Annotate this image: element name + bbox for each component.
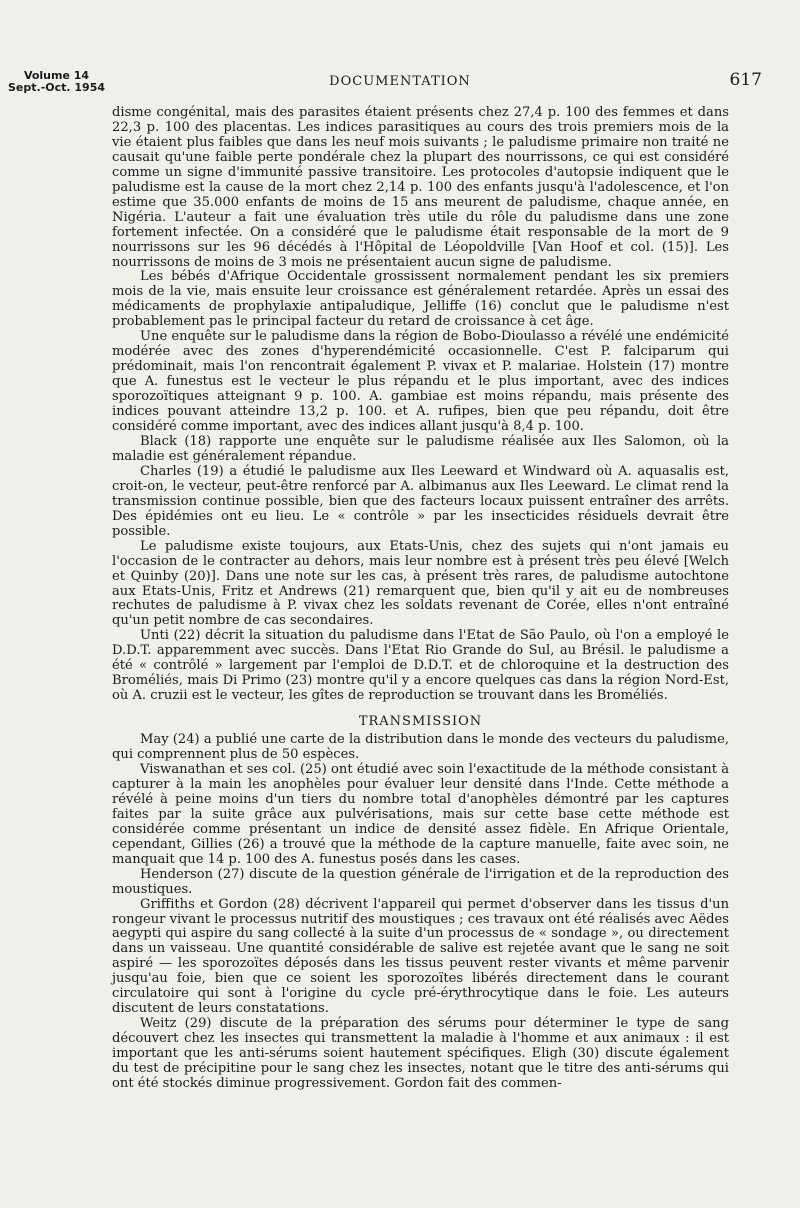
paragraph: Les bébés d'Afrique Occidentale grossissent normalement pendant les six premiers mois de la vie, mais ensuite leur croissance est généralement retardée. Après un essai des médicaments de prophylaxie antipaludique, Jelliffe (16) conclut que le paludisme n'est probablement pas le principal facteur du retard de croissance à cet âge. (112, 269, 729, 330)
paragraph: Henderson (27) discute de la question générale de l'irrigation et de la reproduction des moustiques. (112, 866, 729, 897)
article-body (112, 106, 729, 1092)
paragraph: Charles (19) a étudié le paludisme aux Iles Leeward et Windward où A. aquasalis est, croit-on, le vecteur, peut-être renforcé par A. albimanus aux Iles Leeward. Le climat rend la transmission continue possible, bien que des facteurs locaux puissent entraîner des arrêts. Des épidémies ont eu lieu. Le « contrôle » par les insecticides résiduels devrait être possible. (112, 463, 729, 539)
paragraph: May (24) a publié une carte de la distribution dans le monde des vecteurs du paludisme, qui comprennent plus de 50 espèces. (112, 732, 729, 763)
page-header (0, 70, 800, 96)
paragraph: Le paludisme existe toujours, aux Etats-Unis, chez des sujets qui n'ont jamais eu l'occasion de le contracter au dehors, mais leur nombre est à présent très peu élevé [Welch et Quinby (20)]. Dans une note sur les cas, à présent très rares, de paludisme autochtone aux Etats-Unis, Fritz et Andrews (21) remarquent que, bien qu'il y ait eu de nombreuses rechutes de paludisme à P. vivax chez les soldats revenant de Corée, elles n'ont entraîné qu'un petit nombre de cas secondaires. (112, 538, 729, 629)
paragraph: Viswanathan et ses col. (25) ont étudié avec soin l'exactitude de la méthode consistant à capturer à la main les anophèles pour évaluer leur densité dans l'Inde. Cette méthode a révélé à peine moins d'un tiers du nombre total d'anophèles démontré par les captures faites par la suite grâce aux pulvérisations, mais sur cette base cette méthode est considérée comme présentant un indice de densité assez fidèle. En Afrique Orientale, cependant, Gillies (26) a trouvé que la méthode de la capture manuelle, faite avec soin, ne manquait que 14 p. 100 des A. funestus posés dans les cases. (112, 761, 729, 867)
section-heading: TRANSMISSION (358, 714, 483, 730)
paragraph: Weitz (29) discute de la préparation des sérums pour déterminer le type de sang découvert chez les insectes qui transmettent la maladie à l'homme et aux animaux : il est important que les anti-sérums soient hautement spécifiques. Eligh (30) discute également du test de précipitine pour le sang chez les insectes, notant que le titre des anti-sérums qui ont été stockés diminue progressivement. Gordon fait des commen- (112, 1016, 729, 1091)
paragraph: Black (18) rapporte une enquête sur le paludisme réalisée aux Iles Salomon, où la maladie est généralement répandue. (112, 433, 729, 464)
volume-number: Volume 14 (23, 69, 90, 82)
running-title: DOCUMENTATION (329, 74, 471, 89)
paragraph: Une enquête sur le paludisme dans la région de Bobo-Dioulasso a révélé une endémicité modérée avec des zones d'hyperendémicité occasionnelle. C'est P. falciparum qui prédominait, mais l'on rencontrait également P. vivax et P. malariae. Holstein (17) montre que A. funestus est le vecteur le plus répandu et le plus important, avec des indices sporozoïtiques atteignant 9 p. 100. A. gambiae est moins répandu, mais présente des indices pouvant atteindre 13,2 p. 100. et A. rufipes, bien que peu répandu, doit être considéré comme important, avec des indices allant jusqu'à 8,4 p. 100. (112, 329, 729, 435)
issue-date: Sept.-Oct. 1954 (8, 80, 106, 94)
paragraph: Griffiths et Gordon (28) décrivent l'appareil qui permet d'observer dans les tissus d'un rongeur vivant le processus nutritif des moustiques ; ces travaux ont été réalisés avec Aëdes aegypti qui aspire du sang collecté à la suite d'un processus de « sondage », ou directement dans un vaisseau. Une quantité considérable de salive est rejetée avant que le sang ne soit aspiré — les sporozoïtes déposés dans les tissus peuvent rester vivants et même parvenir jusqu'au foie, bien que ce soient les sporozoïtes libérés directement dans le courant circulatoire qui sont à l'origine du cycle pré-érythrocytique dans le foie. Les auteurs discutent de leurs constatations. (112, 896, 729, 1017)
page-number: 617 (729, 70, 762, 90)
paragraph: Unti (22) décrit la situation du paludisme dans l'Etat de São Paulo, où l'on a employé le D.D.T. apparemment avec succès. Dans l'Etat Rio Grande do Sul, au Brésil. le paludisme a été « contrôlé » largement par l'emploi de D.D.T. et de chloroquine et la destruction des Broméliés, mais Di Primo (23) montre qu'il y a encore quelques cas dans la région Nord-Est, où A. cruzii est le vecteur, les gîtes de reproduction se trouvant dans les Broméliés. (112, 628, 729, 704)
paragraph: disme congénital, mais des parasites étaient présents chez 27,4 p. 100 des femmes et dans 22,3 p. 100 des placentas. Les indices parasitiques au cours des trois premiers mois de la vie étaient plus faibles que dans les neuf mois suivants ; le paludisme primaire non traité ne causait qu'une faible perte pondérale chez la plupart des nourrissons, ce qui est considéré comme un signe d'immunité passive transitoire. Les protocoles d'autopsie indiquent que le paludisme est la cause de la mort chez 2,14 p. 100 des enfants jusqu'à l'adolescence, et l'on estime que 35.000 enfants de moins de 15 ans meurent de paludisme, chaque année, en Nigéria. L'auteur a fait une évaluation très utile du rôle du paludisme dans une zone fortement infectée. On a considéré que le paludisme était responsable de la mort de 9 nourrissons sur les 96 décédés à l'Hôpital de Léopoldville [Van Hoof et col. (15)]. Les nourrissons de moins de 3 mois ne présentaient aucun signe de paludisme. (112, 105, 729, 270)
